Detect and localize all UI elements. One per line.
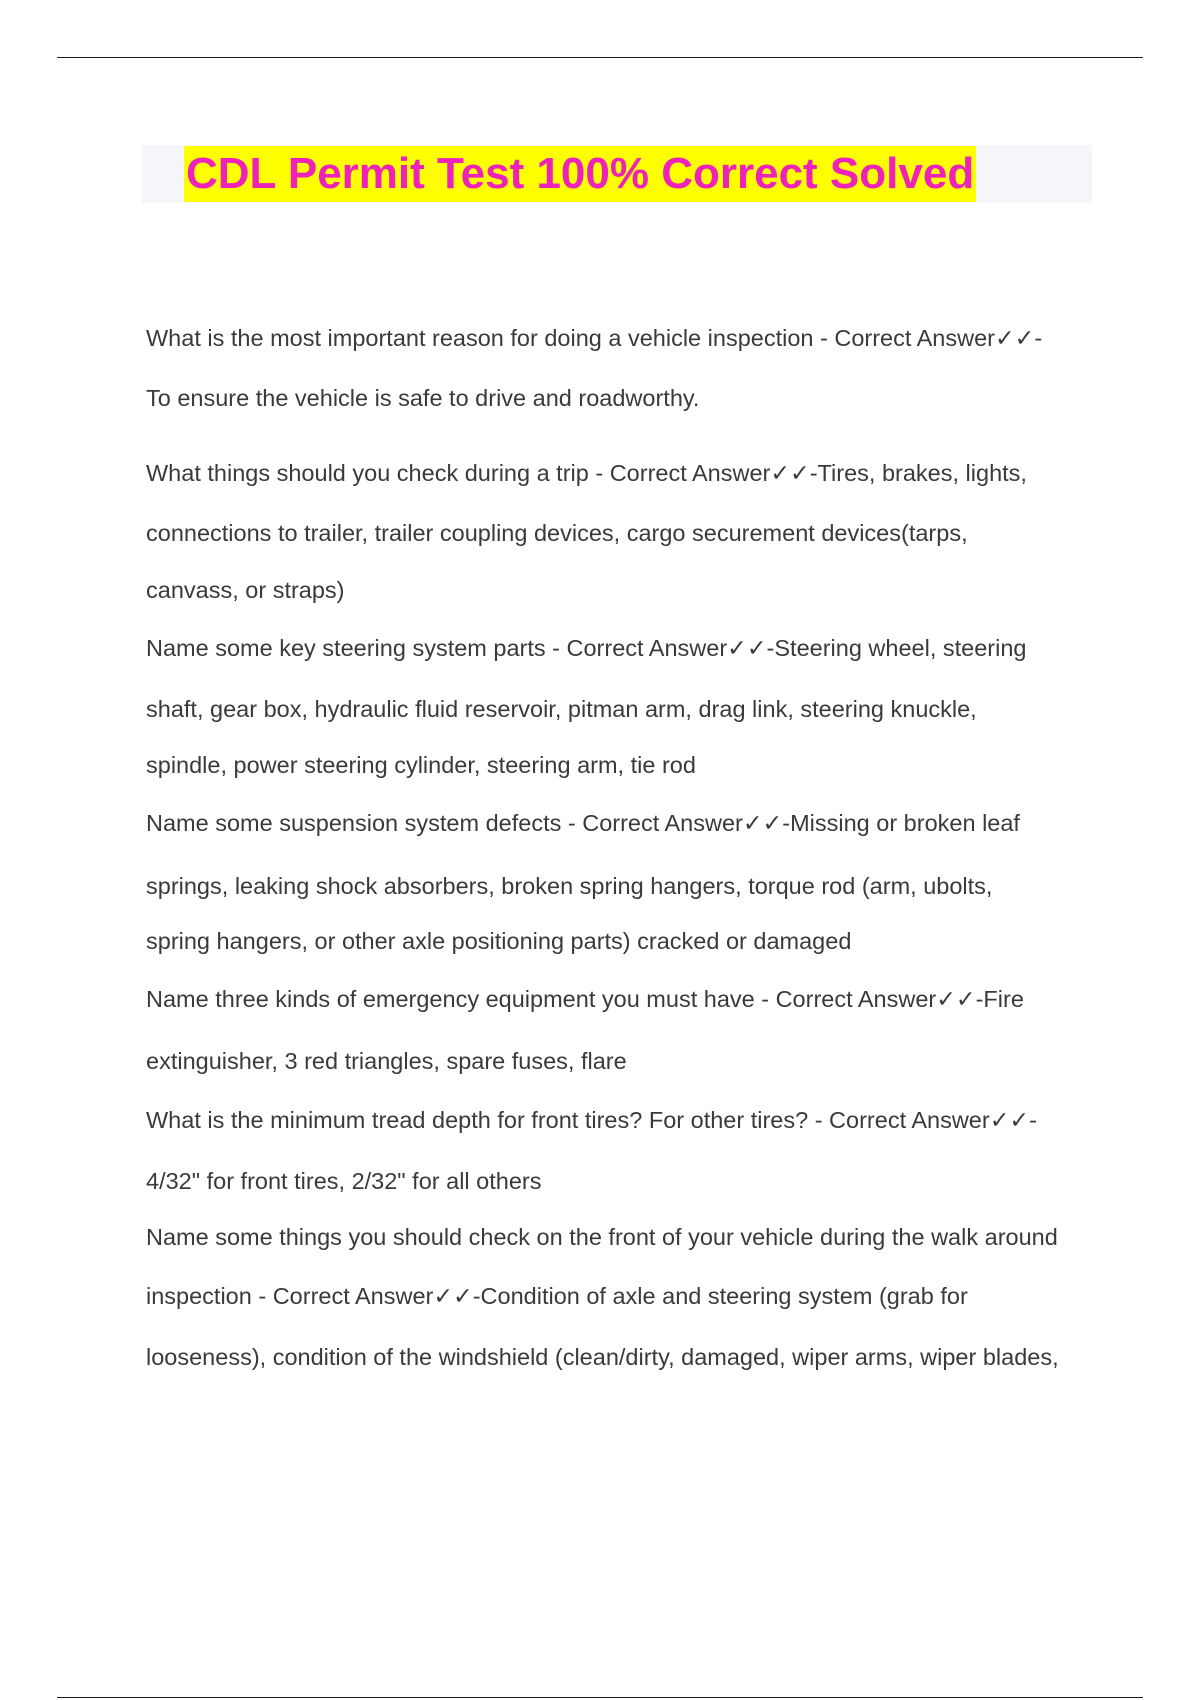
text-line: canvass, or straps) xyxy=(146,577,345,603)
text-line: Name three kinds of emergency equipment you must have - Correct Answer✓✓-Fire xyxy=(146,986,1024,1012)
text-line: connections to trailer, trailer coupling devices, cargo securement devices(tarps, xyxy=(146,520,968,546)
text-line: What is the most important reason for doing a vehicle inspection - Correct Answer✓✓- xyxy=(146,325,1043,351)
text-line: springs, leaking shock absorbers, broken spring hangers, torque rod (arm, ubolts, xyxy=(146,873,993,899)
bottom-rule xyxy=(57,1697,1143,1698)
text-line: extinguisher, 3 red triangles, spare fuses, flare xyxy=(146,1048,627,1074)
text-line: 4/32" for front tires, 2/32" for all others xyxy=(146,1168,542,1194)
text-line: inspection - Correct Answer✓✓-Condition of axle and steering system (grab for xyxy=(146,1283,968,1309)
text-line: spindle, power steering cylinder, steering arm, tie rod xyxy=(146,752,696,778)
text-line: looseness), condition of the windshield (clean/dirty, damaged, wiper arms, wiper blades, xyxy=(146,1344,1059,1370)
text-line: shaft, gear box, hydraulic fluid reservoir, pitman arm, drag link, steering knuckle, xyxy=(146,696,977,722)
text-line: What is the minimum tread depth for front tires? For other tires? - Correct Answer✓✓- xyxy=(146,1107,1037,1133)
text-line: Name some things you should check on the front of your vehicle during the walk around xyxy=(146,1224,1058,1250)
text-line: What things should you check during a trip - Correct Answer✓✓-Tires, brakes, lights, xyxy=(146,460,1027,486)
text-line: Name some suspension system defects - Correct Answer✓✓-Missing or broken leaf xyxy=(146,810,1020,836)
text-line: spring hangers, or other axle positioning parts) cracked or damaged xyxy=(146,928,852,954)
document-title: CDL Permit Test 100% Correct Solved xyxy=(184,146,976,202)
top-rule xyxy=(57,57,1143,58)
text-line: To ensure the vehicle is safe to drive and roadworthy. xyxy=(146,385,700,411)
text-line: Name some key steering system parts - Correct Answer✓✓-Steering wheel, steering xyxy=(146,635,1027,661)
